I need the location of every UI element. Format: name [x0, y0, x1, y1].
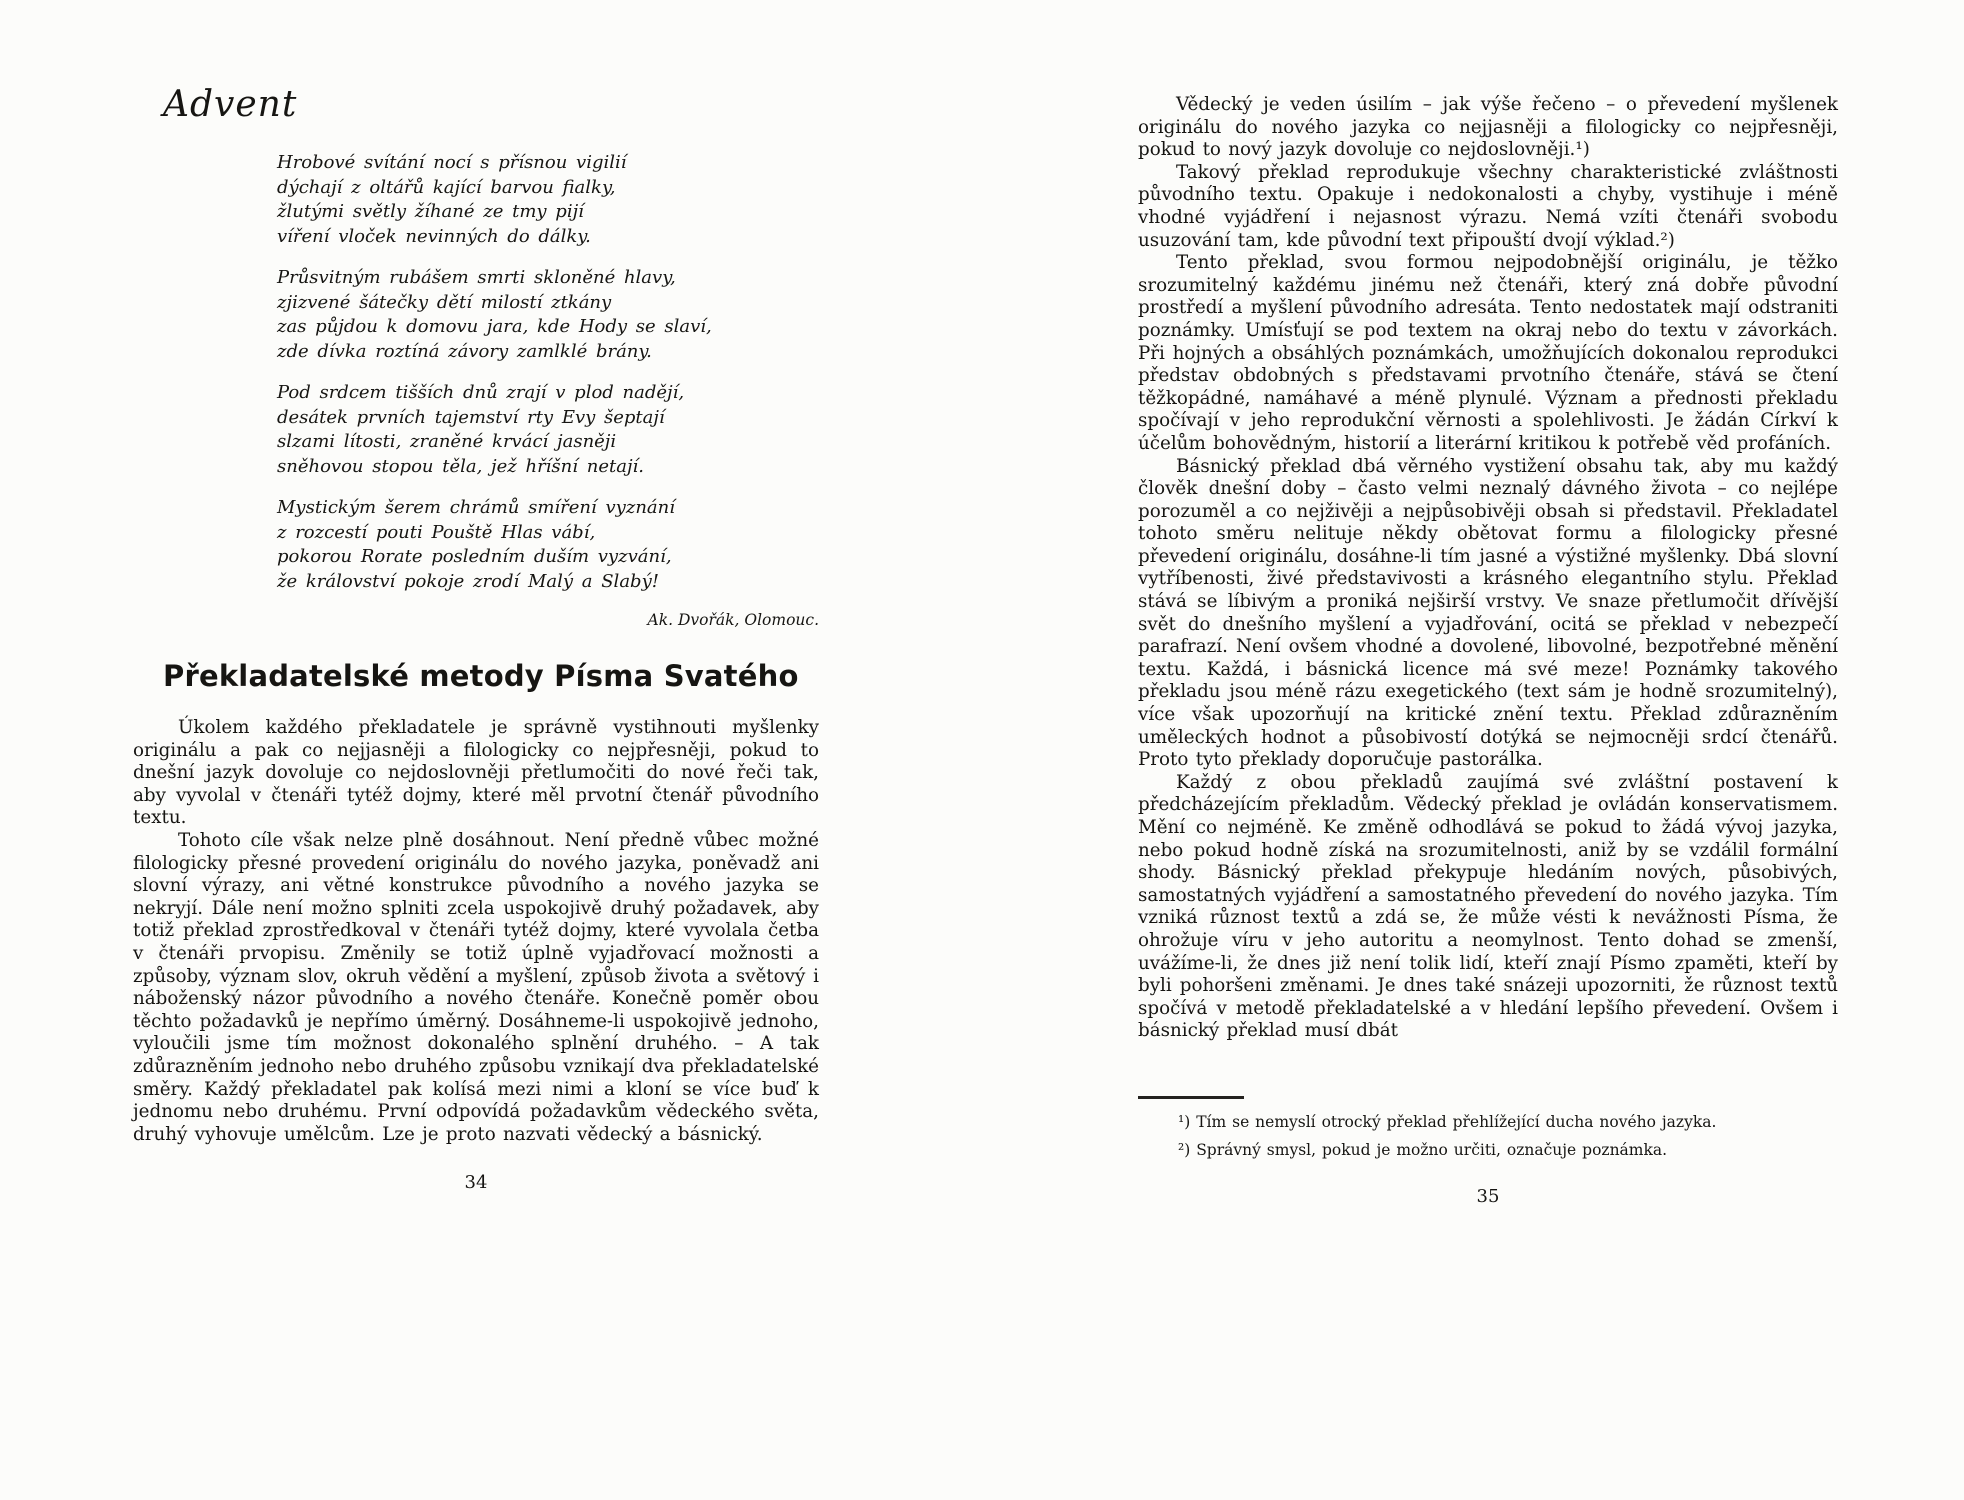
- page-number-right: 35: [1476, 1186, 1500, 1207]
- paragraph: Vědecký je veden úsilím – jak výše řečeno – o převedení myšlenek originálu do nového jazyka co nejjasněji a filologicky co nejpřesněji, pokud to nový jazyk dovoluje co nejdoslovněji.¹): [1138, 94, 1838, 161]
- poem-line: z rozcestí pouti Pouště Hlas vábí,: [277, 521, 596, 543]
- poem-stanza: [277, 496, 819, 594]
- page-right: [1138, 0, 1838, 1500]
- poem-line: Hrobové svítání nocí s přísnou vigilií: [277, 152, 627, 173]
- poem-line: zas půjdou k domovu jara, kde Hody se slaví,: [277, 316, 712, 337]
- poem-title: Advent: [163, 84, 298, 125]
- poem-line: že království pokoje zrodí Malý a Slabý!: [277, 570, 659, 592]
- poem-attribution: Ak. Dvořák, Olomouc.: [647, 611, 819, 629]
- poem-line: zde dívka roztíná závory zamlklé brány.: [277, 340, 652, 362]
- poem-line: víření vloček nevinných do dálky.: [277, 225, 591, 247]
- paragraph: Každý z obou překladů zaujímá své zvláštní postavení k předcházejícím překladům. Vědecký překlad je ovládán konservatismem. Mění co nejméně. Ke změně odhodlává se pokud to žádá vývoj jazyka, nebo pokud hodně získá na srozumitelnosti, aniž by se vzdálil formální shody. Básnický překlad překypuje hledáním nových, působivých, samostatných vyjádření a samostatného převedení do nového jazyka. Tím vzniká různost textů a zdá se, že může vésti k nevážnosti Písma, že ohrožuje víru v jeho autoritu a neomylnost. Tento dohad se zmenší, uvážíme-li, že dnes již není tolik lidí, kteří znají Písmo zpaměti, kteří by byli pohoršeni změnami. Je dnes také snázeji upozorniti, že různost textů spočívá v metodě překladatelské a v hledání lepšího převedení. Ovšem i básnický překlad musí dbát: [1138, 771, 1838, 1042]
- poem-stanza: [277, 151, 819, 249]
- poem-line: zjizvené šátečky dětí milostí ztkány: [277, 291, 612, 313]
- footnotes: [1138, 1108, 1838, 1164]
- poem-line: pokorou Rorate posledním duším vyzvání,: [277, 546, 672, 567]
- poem-line: dýchají z oltářů kající barvou fialky,: [277, 176, 616, 198]
- poem-line: žlutými světly žíhané ze tmy pijí: [277, 201, 584, 222]
- footnote: ¹) Tím se nemyslí otrocký překlad přehlížející ducha nového jazyka.: [1178, 1113, 1717, 1131]
- paragraph: Básnický překlad dbá věrného vystižení obsahu tak, aby mu každý člověk dnešní doby – často velmi neznalý dávného života – co nejlépe porozuměl a co nejživěji a nejpůsobivěji obsah si představil. Překladatel tohoto směru nelituje někdy obětovat formu a filologicky přesné převedení originálu, dosáhne-li tím jasné a výstižné myšlenky. Dbá slovní vytříbenosti, živé představivosti a krásného elegantního stylu. Překlad stává se líbivým a proniká nejširší vrstvy. Ve snaze přetlumočit dřívější svět do dnešního myšlení a vyjadřování, ocitá se překlad v nebezpečí parafrazí. Není ovšem vhodné a dovolené, libovolné, bezpotřebné měnění textu. Každá, i básnická licence má své meze! Poznámky takového překladu jsou méně rázu exegetického (text sám je hodně srozumitelný), více však upozorňují na kritické znění textu. Překlad zdůrazněním uměleckých hodnot a působivostí dotýká se nejmocněji srdcí čtenářů. Proto tyto překlady doporučuje pastorálka.: [1138, 455, 1838, 771]
- paragraph: Úkolem každého překladatele je správně vystihnouti myšlenky originálu a pak co nejjasněji a filologicky co nejpřesněji, pokud to dnešní jazyk dovoluje co nejdoslovněji přetlumočiti do nové řeči tak, aby vyvolal v čtenáři tytéž dojmy, které měl prvotní čtenář původního textu.: [133, 717, 819, 829]
- poem-line: sněhovou stopou těla, jež hříšní netají.: [277, 455, 645, 477]
- footnote-divider: [1138, 1096, 1244, 1099]
- page-number-left: 34: [464, 1172, 488, 1193]
- poem-stanza: [277, 266, 819, 364]
- footnote: ²) Správný smysl, pokud je možno určiti, označuje poznámka.: [1178, 1141, 1668, 1159]
- poem: [277, 151, 819, 594]
- poem-line: desátek prvních tajemství rty Evy šeptají: [277, 406, 665, 428]
- paragraph: Tohoto cíle však nelze plně dosáhnout. Není předně vůbec možné filologicky přesné provedení originálu do nového jazyka, poněvadž ani slovní výrazy, ani větné konstrukce původního a nového jazyka se nekryjí. Dále není možno splniti zcela uspokojivě druhý požadavek, aby totiž překlad zprostředkoval v čtenáři tytéž dojmy, které vyvolala četba v čtenáři prvopisu. Změnily se totiž úplně vyjadřovací možnosti a způsoby, význam slov, okruh vědění a myšlení, způsob života a světový i náboženský názor původního a nového čtenáře. Konečně poměr obou těchto požadavků je nepřímo úměrný. Dosáhneme-li uspokojivě jednoho, vyloučili jsme tím možnost dokonalého splnění druhého. – A tak zdůrazněním jednoho nebo druhého způsobu vznikají dva překladatelské směry. Každý překladatel pak kolísá mezi nimi a kloní se více buď k jednomu nebo druhému. První odpovídá požadavkům vědeckého světa, druhý vyhovuje umělcům. Lze je proto nazvati vědecký a básnický.: [133, 829, 819, 1145]
- paragraph: Takový překlad reprodukuje všechny charakteristické zvláštnosti původního textu. Opakuje i nedokonalosti a chyby, vystihuje i méně vhodné vyjádření i nejasnost výrazu. Nemá vzíti čtenáři svobodu usuzování tam, kde původní text připouští dvojí výklad.²): [1138, 161, 1838, 251]
- page-left: [133, 0, 819, 1500]
- poem-stanza: [277, 381, 819, 479]
- article-heading: Překladatelské metody Písma Svatého: [163, 659, 799, 693]
- poem-line: slzami lítosti, zraněné krvácí jasněji: [277, 431, 617, 452]
- poem-line: Průsvitným rubášem smrti skloněné hlavy,: [277, 267, 676, 288]
- poem-line: Mystickým šerem chrámů smíření vyznání: [277, 497, 675, 518]
- paragraph: Tento překlad, svou formou nejpodobnější originálu, je těžko srozumitelný každému jinému než čtenáři, který zná dobře původní prostředí a myšlení původního adresáta. Tento nedostatek mají odstraniti poznámky. Umísťují se pod textem na okraj nebo do textu v závorkách. Při hojných a obsáhlých poznámkách, umožňujících dokonalou reprodukci představ obdobných s představami prvotního čtenáře, stává se čtení těžkopádné, namáhavé a méně plynulé. Význam a přednosti překladu spočívají v jeho reprodukční věrnosti a spolehlivosti. Je žádán Církví k účelům bohovědným, historií a literární kritikou k potřebě věd profáních.: [1138, 252, 1838, 454]
- poem-line: Pod srdcem tišších dnů zrají v plod nadějí,: [277, 382, 685, 403]
